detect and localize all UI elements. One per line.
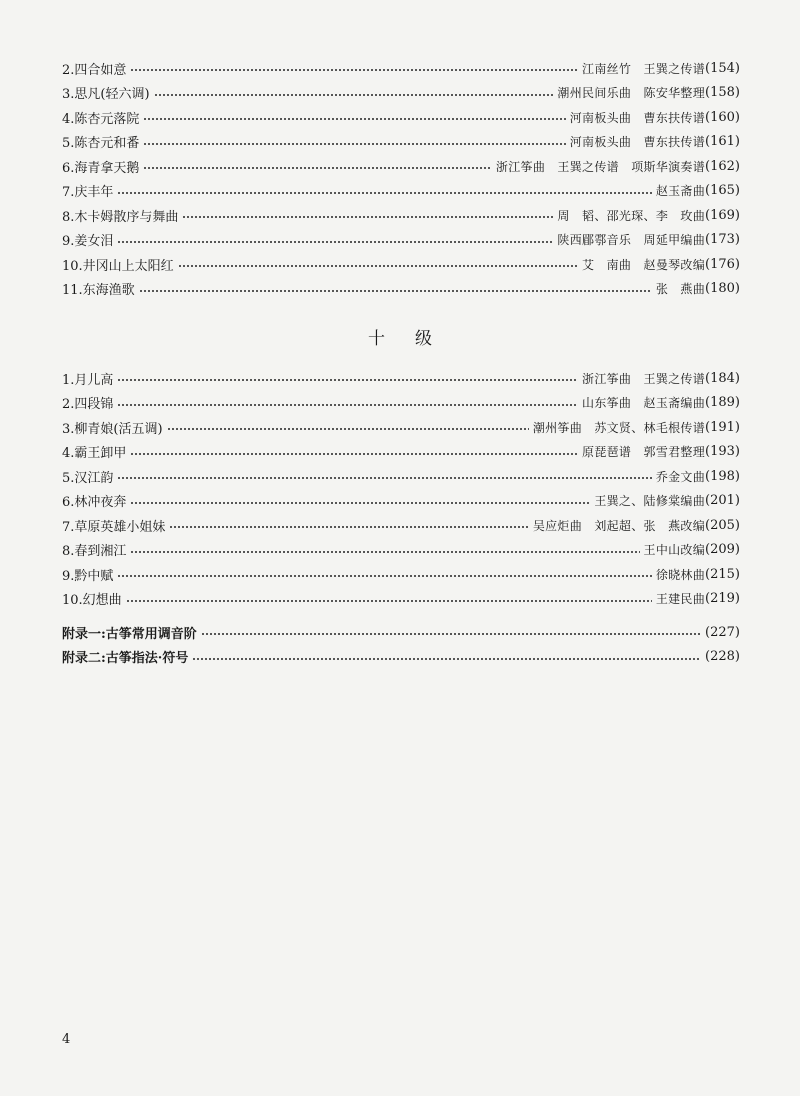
dot-leader [178,265,578,267]
entry-title: 1.月儿高 [62,372,114,388]
dot-leader [154,94,554,96]
toc-entry [62,228,740,253]
entry-title: 2.四合如意 [62,62,127,78]
entry-page-number: (228) [705,649,740,665]
dot-leader [139,290,652,292]
entry-title: 4.陈杏元落院 [62,111,140,127]
entry-attribution: 浙江筝曲 王巽之传谱 项斯华演奏谱 [495,159,706,174]
entry-title: 3.柳青娘(活五调) [62,421,163,437]
toc-entry [62,203,740,228]
entry-title: 9.黔中赋 [62,568,114,584]
dot-leader [117,575,651,577]
entry-page-number: (169) [705,207,740,223]
toc-entry [62,81,740,106]
dot-leader [117,379,578,381]
entry-attribution: 徐晓林曲 [655,567,706,582]
toc-entry [62,538,740,563]
entry-attribution: 江南丝竹 王巽之传谱 [582,61,706,76]
dot-leader [130,502,590,504]
toc-appendices [62,620,740,669]
toc-entry [62,56,740,81]
entry-title: 7.庆丰年 [62,185,114,201]
entry-title: 5.陈杏元和番 [62,136,140,152]
dot-leader [143,118,565,120]
entry-page-number: (201) [705,493,740,509]
toc-entry [62,179,740,204]
entry-title: 附录一:古筝常用调音阶 [62,626,197,642]
dot-leader [126,600,652,602]
dot-leader [201,633,701,635]
dot-leader [182,216,553,218]
entry-title: 5.汉江韵 [62,470,114,486]
dot-leader [117,241,553,243]
entry-attribution: 王建民曲 [655,592,706,607]
entry-attribution: 原琵琶谱 郭雪君整理 [582,445,706,460]
entry-attribution: 吴应炬曲 刘起超、张 燕改编 [532,518,706,533]
dot-leader [130,453,578,455]
entry-attribution: 陕西郿鄠音乐 周延甲编曲 [557,233,706,248]
dot-leader [192,658,701,660]
entry-page-number: (184) [705,370,740,386]
page-number: 4 [62,1032,71,1047]
entry-title: 7.草原英雄小姐妹 [62,519,166,535]
dot-leader [143,167,492,169]
entry-page-number: (191) [705,419,740,435]
entry-title: 10.井冈山上太阳红 [62,258,174,274]
toc-entry [62,391,740,416]
entry-title: 8.木卡姆散序与舞曲 [62,209,179,225]
entry-attribution: 赵玉斋曲 [655,184,706,199]
entry-attribution: 周 韬、邵光琛、李 玫曲 [557,208,706,223]
entry-page-number: (198) [705,468,740,484]
entry-attribution: 艾 南曲 赵曼琴改编 [582,257,706,272]
toc-entry [62,105,740,130]
entry-title: 3.思凡(轻六调) [62,87,150,103]
entry-attribution: 潮州民间乐曲 陈安华整理 [557,86,706,101]
entry-attribution: 河南板头曲 曹东扶传谱 [569,135,706,150]
toc-entry [62,464,740,489]
toc-entry [62,366,740,391]
entry-title: 11.东海渔歌 [62,283,135,299]
entry-page-number: (215) [705,566,740,582]
entry-title: 2.四段锦 [62,397,114,413]
entry-page-number: (180) [705,281,740,297]
dot-leader [117,477,651,479]
toc-entry [62,645,740,670]
dot-leader [117,192,651,194]
toc-entry [62,154,740,179]
entry-attribution: 潮州筝曲 苏文贤、林毛根传谱 [532,420,706,435]
entry-page-number: (162) [705,158,740,174]
entry-page-number: (189) [705,395,740,411]
entry-title: 附录二:古筝指法·符号 [62,651,189,667]
entry-attribution: 王巽之、陆修棠编曲 [594,494,706,509]
toc-entry [62,415,740,440]
heading-char-1: 十 [368,329,385,349]
entry-title: 9.姜女泪 [62,234,114,250]
entry-attribution: 河南板头曲 曹东扶传谱 [569,110,706,125]
entry-page-number: (205) [705,517,740,533]
entry-attribution: 乔金文曲 [655,469,706,484]
dot-leader [143,143,565,145]
entry-title: 10.幻想曲 [62,593,122,609]
entry-page-number: (193) [705,444,740,460]
entry-page-number: (161) [705,134,740,150]
toc-entry [62,489,740,514]
toc-section-level-9 [62,56,740,301]
entry-page-number: (219) [705,591,740,607]
toc-entry [62,252,740,277]
entry-title: 6.林冲夜奔 [62,495,127,511]
toc-entry [62,513,740,538]
entry-page-number: (160) [705,109,740,125]
dot-leader [169,526,528,528]
dot-leader [117,404,578,406]
entry-page-number: (227) [705,624,740,640]
entry-page-number: (158) [705,85,740,101]
toc-section-level-10 [62,366,740,611]
toc-entry [62,620,740,645]
entry-page-number: (154) [705,60,740,76]
heading-char-2: 级 [415,329,432,349]
toc-entry [62,562,740,587]
entry-attribution: 山东筝曲 赵玉斋编曲 [582,396,706,411]
entry-page-number: (209) [705,542,740,558]
entry-page-number: (173) [705,232,740,248]
dot-leader [130,551,639,553]
toc-entry [62,440,740,465]
entry-title: 6.海青拿天鹅 [62,160,140,176]
entry-attribution: 浙江筝曲 王巽之传谱 [582,371,706,386]
entry-title: 4.霸王卸甲 [62,446,127,462]
toc-entry [62,277,740,302]
entry-attribution: 王中山改编 [643,543,706,558]
entry-page-number: (176) [705,256,740,272]
toc-entry [62,587,740,612]
toc-entry [62,130,740,155]
dot-leader [130,69,578,71]
entry-title: 8.春到湘江 [62,544,127,560]
dot-leader [167,428,529,430]
entry-attribution: 张 燕曲 [655,282,706,297]
section-heading [0,324,800,349]
entry-page-number: (165) [705,183,740,199]
